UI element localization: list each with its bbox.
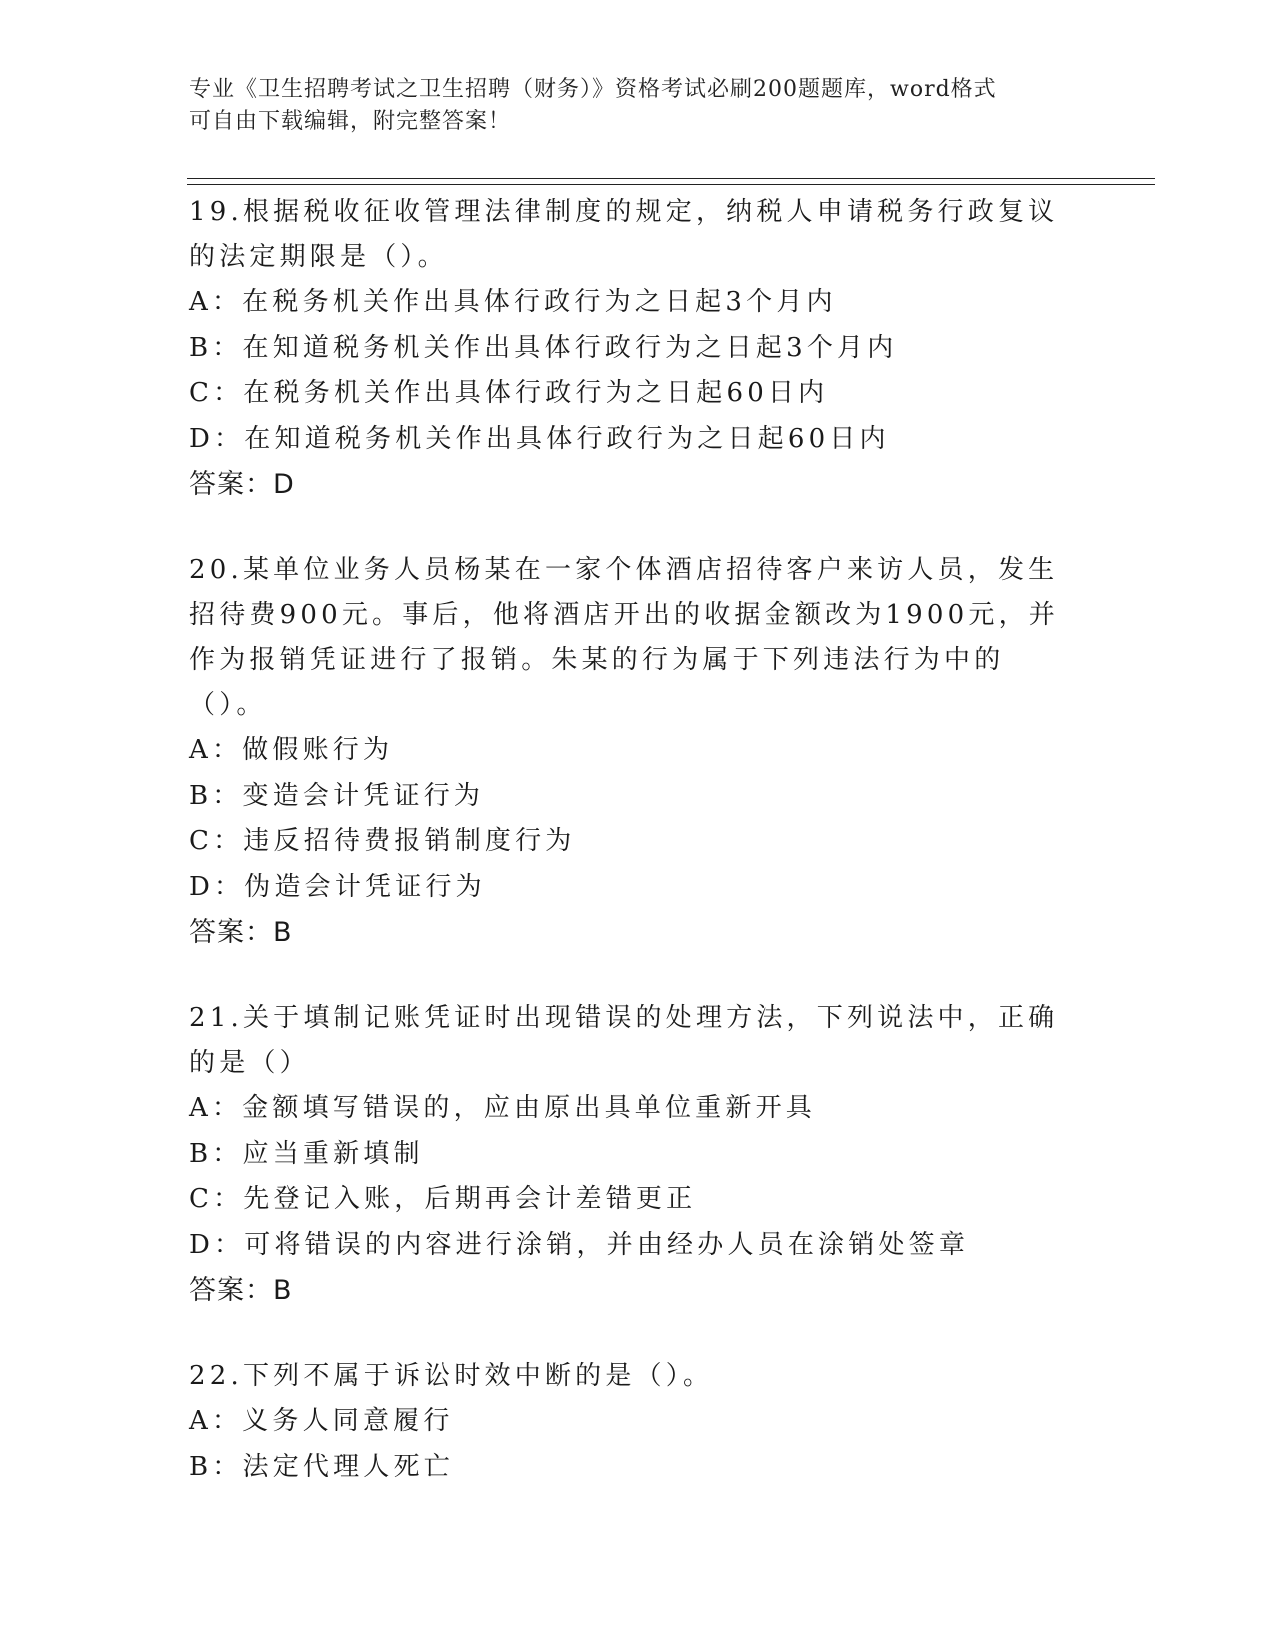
question-19 xyxy=(189,190,1089,508)
question-20 xyxy=(189,548,1089,956)
option-d: D：在知道税务机关作出具体行政行为之日起60日内 xyxy=(189,423,890,454)
option-a: A：金额填写错误的，应由原出具单位重新开具 xyxy=(189,1093,816,1123)
option-c: C：在税务机关作出具体行政行为之日起60日内 xyxy=(189,378,829,408)
option-d: D：可将错误的内容进行涂销，并由经办人员在涂销处签章 xyxy=(189,1229,970,1260)
answer-label: 答案：B xyxy=(189,917,293,948)
option-b: B：应当重新填制 xyxy=(189,1138,424,1169)
option-a: A：做假账行为 xyxy=(189,735,394,765)
option-d: D：伪造会计凭证行为 xyxy=(189,871,486,902)
option-c: C：违反招待费报销制度行为 xyxy=(189,826,576,856)
document-header xyxy=(189,74,1069,138)
header-line-1: 专业《卫生招聘考试之卫生招聘（财务）》资格考试必刷200题题库，word格式 xyxy=(189,77,997,102)
option-a: A：义务人同意履行 xyxy=(189,1406,454,1436)
option-c: C：先登记入账，后期再会计差错更正 xyxy=(189,1184,697,1214)
header-divider-top xyxy=(187,178,1155,179)
question-21 xyxy=(189,996,1089,1314)
question-text: 21.关于填制记账凭证时出现错误的处理方法，下列说法中，正确的是（） xyxy=(189,1003,1059,1078)
question-text: 20.某单位业务人员杨某在一家个体酒店招待客户来访人员，发生招待费900元。事后，他将酒店开出的收据金额改为1900元，并作为报销凭证进行了报销。朱某的行为属于下列违法行为中的（）。 xyxy=(189,555,1059,720)
option-a: A：在税务机关作出具体行政行为之日起3个月内 xyxy=(189,287,837,317)
header-line-2: 可自由下载编辑，附完整答案！ xyxy=(189,109,512,134)
question-text: 19.根据税收征收管理法律制度的规定，纳税人申请税务行政复议的法定期限是（）。 xyxy=(189,197,1059,272)
option-b: B：在知道税务机关作出具体行政行为之日起3个月内 xyxy=(189,332,898,363)
option-b: B：变造会计凭证行为 xyxy=(189,780,485,811)
header-divider-bottom xyxy=(187,184,1155,185)
question-22 xyxy=(189,1354,1089,1490)
answer-label: 答案：D xyxy=(189,469,295,500)
answer-label: 答案：B xyxy=(189,1275,293,1306)
question-list xyxy=(189,190,1089,1530)
option-b: B：法定代理人死亡 xyxy=(189,1451,454,1482)
question-text: 22.下列不属于诉讼时效中断的是（）。 xyxy=(189,1361,714,1391)
